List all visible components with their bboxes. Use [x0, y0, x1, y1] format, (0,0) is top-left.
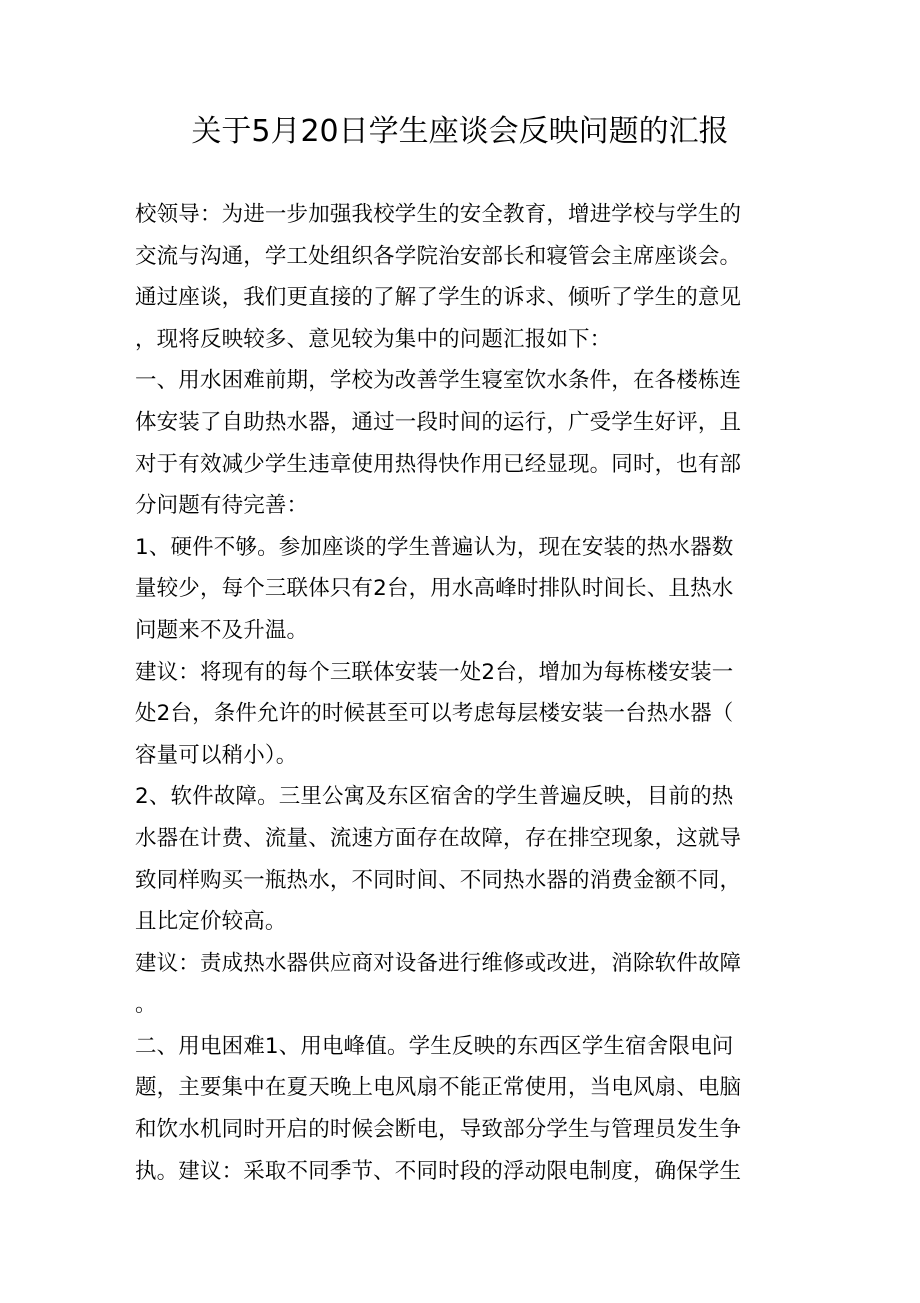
text-line: 一、用水困难前期，学校为改善学生寝室饮水条件，在各楼栋连 [135, 368, 742, 394]
text-line: ，现将反映较多、意见较为集中的问题汇报如下： [135, 326, 612, 352]
text-line: 1、硬件不够。参加座谈的学生普遍认为，现在安装的热水器数 [135, 534, 734, 560]
text-line: 题，主要集中在夏天晚上电风扇不能正常使用，当电风扇、电脑 [135, 1075, 742, 1101]
text-line: 建议：责成热水器供应商对设备进行维修或改进，消除软件故障 [135, 950, 742, 976]
text-line: 容量可以稍小）。 [135, 742, 298, 768]
text-line: 。 [135, 992, 157, 1018]
text-line: 2、软件故障。三里公寓及东区宿舍的学生普遍反映，目前的热 [135, 784, 734, 810]
text-line: 执。建议：采取不同季节、不同时段的浮动限电制度，确保学生 [135, 1158, 742, 1184]
text-line: 水器在计费、流量、流速方面存在故障，存在排空现象，这就导 [135, 825, 742, 851]
text-line: 二、用电困难1、用电峰值。学生反映的东西区学生宿舍限电问 [135, 1033, 734, 1059]
text-line: 问题来不及升温。 [135, 617, 309, 643]
text-line: 交流与沟通，学工处组织各学院治安部长和寝管会主席座谈会。 [135, 243, 742, 269]
text-line: 处2台，条件允许的时候甚至可以考虑每层楼安装一台热水器（ [135, 701, 734, 727]
text-line: 分问题有待完善： [135, 493, 309, 519]
document-title: 关于5月20日学生座谈会反映问题的汇报 [191, 114, 729, 149]
text-line: 致同样购买一瓶热水，不同时间、不同热水器的消费金额不同， [135, 867, 742, 893]
text-line: 建议：将现有的每个三联体安装一处2台，增加为每栋楼安装一 [135, 659, 734, 685]
document-body [135, 194, 785, 1192]
text-line: 且比定价较高。 [135, 909, 287, 935]
text-line: 对于有效减少学生违章使用热得快作用已经显现。同时，也有部 [135, 451, 742, 477]
text-line: 和饮水机同时开启的时候会断电，导致部分学生与管理员发生争 [135, 1117, 742, 1143]
text-line: 量较少，每个三联体只有2台，用水高峰时排队时间长、且热水 [135, 576, 734, 602]
text-line: 校领导：为进一步加强我校学生的安全教育，增进学校与学生的 [135, 202, 742, 227]
text-line: 通过座谈，我们更直接的了解了学生的诉求、倾听了学生的意见 [135, 285, 742, 311]
text-line: 体安装了自助热水器，通过一段时间的运行，广受学生好评，且 [135, 409, 742, 435]
